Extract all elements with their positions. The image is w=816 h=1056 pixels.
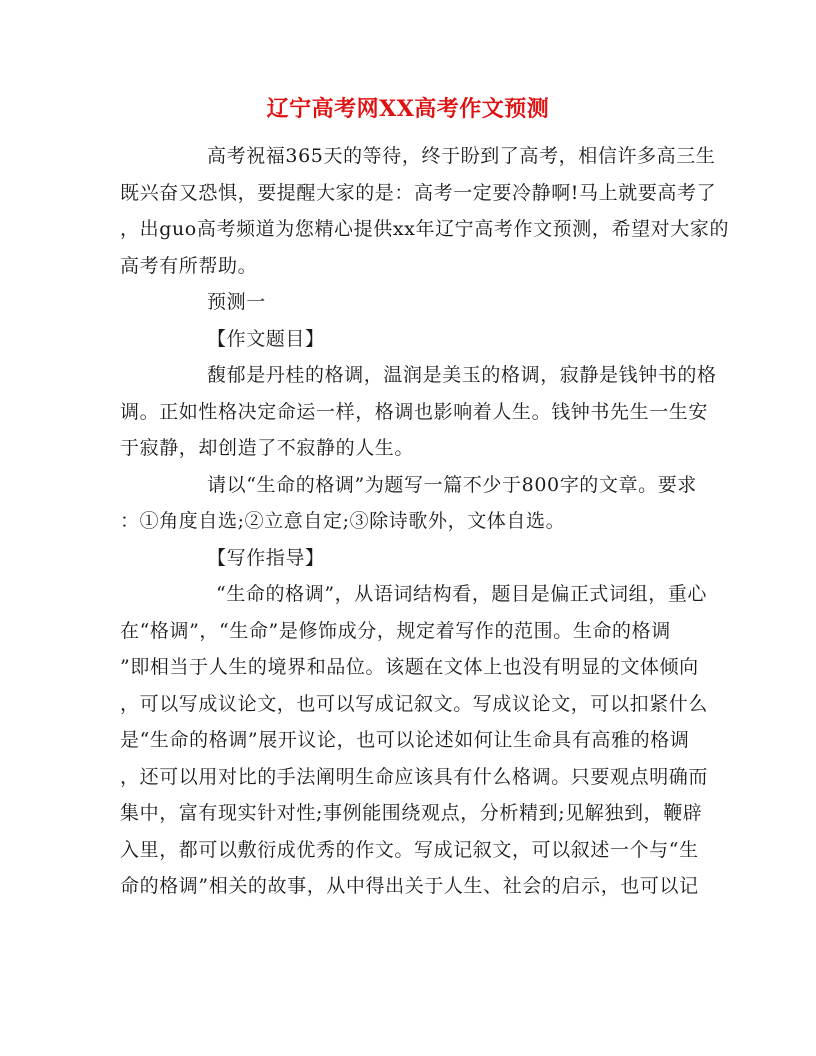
text-line: “生命的格调”，从语词结构看，题目是偏正式词组，重心	[216, 583, 708, 605]
text-line: 命的格调”相关的故事，从中得出关于人生、社会的启示，也可以记	[120, 875, 699, 897]
text-line: ，可以写成议论文，也可以写成记叙文。写成议论文，可以扣紧什么	[120, 692, 709, 715]
text-line: 请以“生命的格调”为题写一篇不少于800字的文章。要求	[207, 473, 697, 496]
text-line: 馥郁是丹桂的格调，温润是美玉的格调，寂静是钱钟书的格	[207, 364, 717, 386]
text-line: 预测一	[207, 291, 266, 313]
text-line: 【作文题目】	[207, 327, 325, 350]
document-body	[120, 138, 730, 905]
text-line: 【写作指导】	[207, 546, 325, 569]
text-line: ，出guo高考频道为您精心提供xx年辽宁高考作文预测，希望对大家的	[120, 218, 730, 240]
document-title: 辽宁高考网XX高考作文预测	[266, 96, 550, 122]
text-line: ”即相当于人生的境界和品位。该题在文体上也没有明显的文体倾向	[120, 656, 699, 678]
text-line: 入里，都可以敷衍成优秀的作文。写成记叙文，可以叙述一个与“生	[120, 838, 699, 861]
text-line: ，还可以用对比的手法阐明生命应该具有什么格调。只要观点明确而	[120, 765, 709, 788]
text-line: 集中，富有现实针对性;事例能围绕观点，分析精到;见解独到，鞭辟	[120, 802, 703, 824]
text-line: 高考有所帮助。	[120, 254, 258, 277]
text-line: 高考祝福365天的等待，终于盼到了高考，相信许多高三生	[207, 145, 716, 167]
text-line: 调。正如性格决定命运一样，格调也影响着人生。钱钟书先生一生安	[120, 400, 709, 423]
text-line: 在“格调”，“生命”是修饰成分，规定着写作的范围。生命的格调	[120, 619, 671, 642]
text-line: 是“生命的格调”展开议论，也可以论述如何让生命具有高雅的格调	[120, 729, 690, 751]
text-line: ：①角度自选;②立意自定;③除诗歌外，文体自选。	[120, 510, 566, 532]
text-line: 于寂静，却创造了不寂静的人生。	[120, 437, 415, 459]
text-line: 既兴奋又恐惧，要提醒大家的是：高考一定要冷静啊!马上就要高考了	[120, 181, 717, 204]
